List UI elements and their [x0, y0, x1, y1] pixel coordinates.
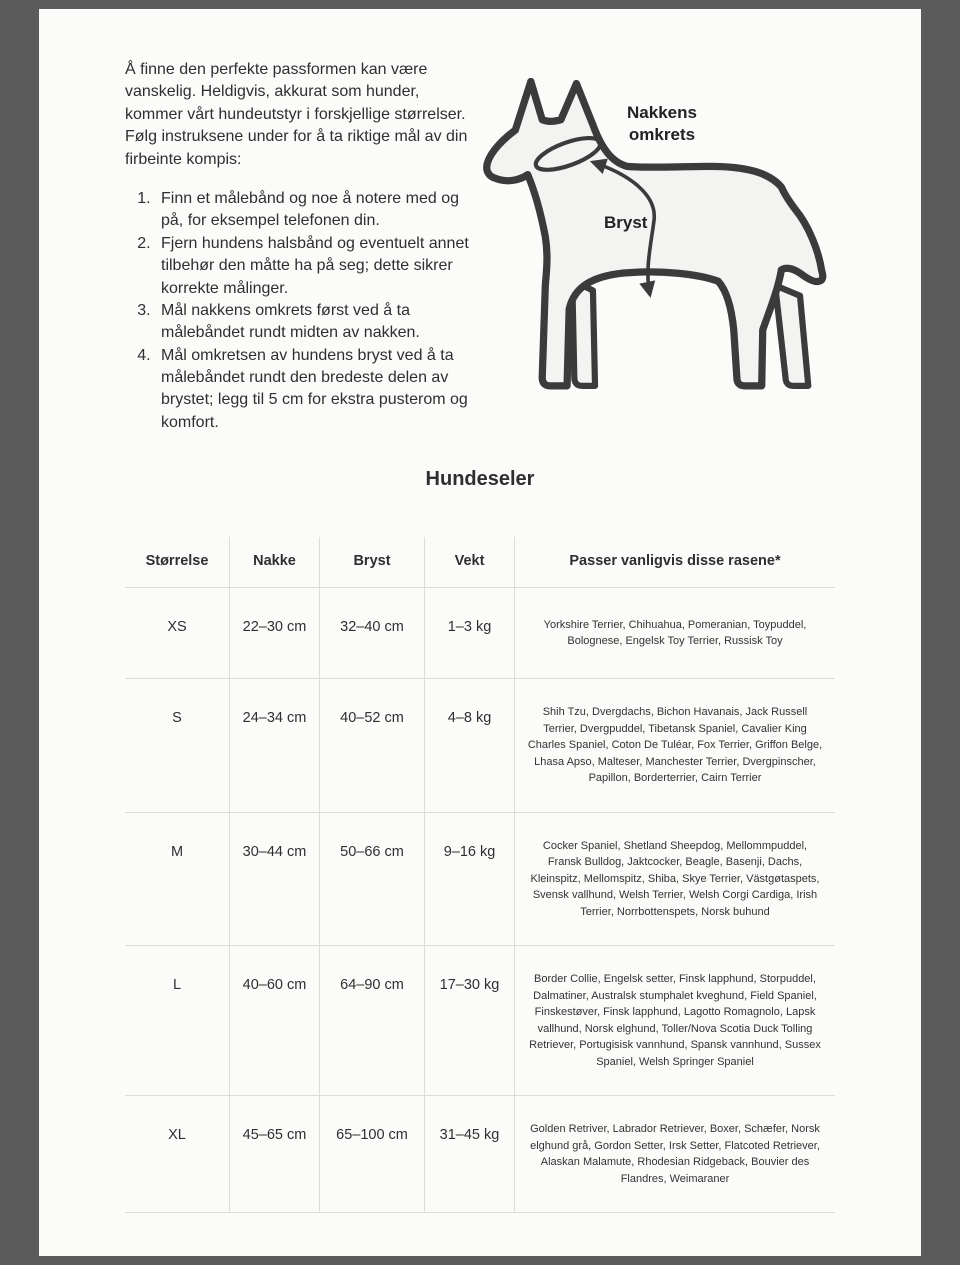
step-item-4: 4. Mål omkretsen av hundens bryst ved å ta målebåndet rundt den bredeste delen av brystet; legg til 5 cm for ekstra pusterom og komfort.	[155, 345, 473, 435]
table-row-m	[125, 813, 835, 947]
size-table	[125, 537, 835, 1213]
cell-weight: 17–30 kg	[425, 946, 515, 1095]
chest-label: Bryst	[604, 213, 648, 232]
step-item-2: 2. Fjern hundens halsbånd og eventuelt annet tilbehør den måtte ha på seg; dette sikrer korrekte målinger.	[155, 233, 473, 300]
table-row-xs	[125, 588, 835, 679]
cell-chest: 40–52 cm	[320, 679, 425, 812]
cell-neck: 30–44 cm	[230, 813, 320, 946]
intro-section	[125, 59, 835, 434]
cell-neck: 24–34 cm	[230, 679, 320, 812]
header-neck: Nakke	[230, 537, 320, 587]
cell-chest: 65–100 cm	[320, 1096, 425, 1212]
cell-breeds	[515, 813, 835, 946]
cell-chest: 64–90 cm	[320, 946, 425, 1095]
measurement-steps	[125, 188, 473, 434]
cell-weight: 1–3 kg	[425, 588, 515, 678]
cell-weight: 4–8 kg	[425, 679, 515, 812]
breeds-text: Yorkshire Terrier, Chihuahua, Pomeranian, Toypuddel, Bolognese, Engelsk Toy Terrier, Russisk Toy	[543, 618, 807, 648]
cell-breeds	[515, 1096, 835, 1212]
breeds-text: Border Collie, Engelsk setter, Finsk lapphund, Storpuddel, Dalmatiner, Australsk stumphalet kveghund, Field Spaniel, Finskestøver, Finsk lapphund, Lagotto Romagnolo, Lapsk vallhund, Norsk elghund, Toller/Nova Scotia Duck Tolling Retriever, Portugisisk vannhund, Spansk vannhund, Sussex Spaniel, Welsh Springer Spaniel	[529, 973, 821, 1068]
size-guide-page	[39, 9, 921, 1256]
header-weight: Vekt	[425, 537, 515, 587]
cell-size: L	[125, 946, 230, 1095]
step-item-1: 1. Finn et målebånd og noe å notere med og på, for eksempel telefonen din.	[155, 188, 473, 233]
cell-weight: 9–16 kg	[425, 813, 515, 946]
breeds-text: Cocker Spaniel, Shetland Sheepdog, Mellommpuddel, Fransk Bulldog, Jaktcocker, Beagle, Basenji, Dachs, Kleinspitz, Mellomspitz, Shiba, Skye Terrier, Västgøtaspets, Svensk vallhund, Welsh Terrier, Welsh Corgi Cardiga, Irish Terrier, Norrbottenspets, Norsk buhund	[530, 839, 820, 918]
instructions-column	[125, 59, 473, 434]
breeds-text: Golden Retriver, Labrador Retriever, Boxer, Schæfer, Norsk elghund grå, Gordon Setter, Irsk Setter, Flatcoted Retriever, Alaskan Malamute, Rhodesian Ridgeback, Bouvier des Flandres, Weimaraner	[530, 1123, 820, 1185]
header-size: Størrelse	[125, 537, 230, 587]
cell-chest: 32–40 cm	[320, 588, 425, 678]
cell-size: XL	[125, 1096, 230, 1212]
cell-neck: 22–30 cm	[230, 588, 320, 678]
cell-neck: 40–60 cm	[230, 946, 320, 1095]
table-header-row	[125, 537, 835, 588]
table-row-l	[125, 946, 835, 1096]
cell-breeds	[515, 679, 835, 812]
dog-far-hind-leg	[775, 285, 808, 385]
step-item-3: 3. Mål nakkens omkrets først ved å ta målebåndet rundt midten av nakken.	[155, 300, 473, 345]
header-breeds: Passer vanligvis disse rasene*	[569, 553, 781, 570]
cell-neck: 45–65 cm	[230, 1096, 320, 1212]
cell-breeds	[515, 946, 835, 1095]
cell-size: XS	[125, 588, 230, 678]
table-row-s	[125, 679, 835, 813]
intro-paragraph: Å finne den perfekte passformen kan være vanskelig. Heldigvis, akkurat som hunder, kommer vårt hundeutstyr i forskjellige størrelser. Følg instruksene under for å ta riktige mål av din firbeinte kompis:	[125, 61, 468, 168]
cell-breeds	[515, 588, 835, 678]
cell-size: S	[125, 679, 230, 812]
breeds-text: Shih Tzu, Dvergdachs, Bichon Havanais, Jack Russell Terrier, Dvergpuddel, Tibetansk Spaniel, Cavalier King Charles Spaniel, Coton De Tuléar, Fox Terrier, Griffon Belge, Lhasa Apso, Malteser, Manchester Terrier, Dvergpinscher, Papillon, Borderterrier, Cairn Terrier	[527, 706, 823, 785]
section-title: Hundeseler	[425, 468, 535, 491]
table-row-xl	[125, 1096, 835, 1213]
header-chest: Bryst	[320, 537, 425, 587]
cell-weight: 31–45 kg	[425, 1096, 515, 1212]
cell-chest: 50–66 cm	[320, 813, 425, 946]
cell-size: M	[125, 813, 230, 946]
neck-label: Nakkens omkrets	[627, 103, 697, 145]
dog-measurement-diagram	[477, 73, 829, 425]
